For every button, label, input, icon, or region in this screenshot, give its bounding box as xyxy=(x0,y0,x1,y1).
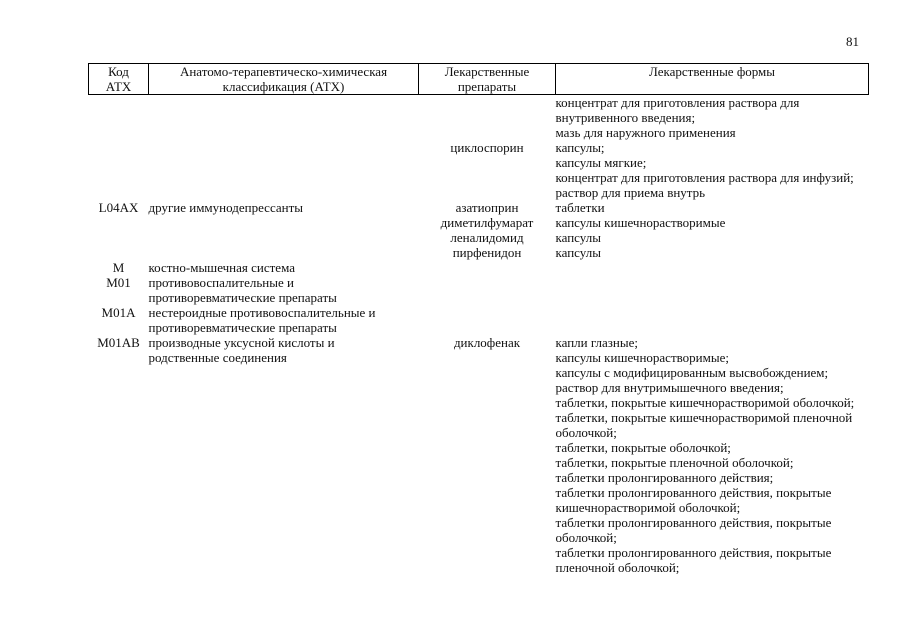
drug-name: диметилфумарат xyxy=(440,215,534,230)
dosage-form: таблетки пролонгированного действия, покрытые оболочкой; xyxy=(555,515,832,545)
dosage-forms xyxy=(556,245,869,260)
dosage-forms xyxy=(556,230,869,245)
drug-name xyxy=(419,95,556,141)
drug-name: леналидомид xyxy=(450,230,524,245)
dosage-form: таблетки, покрытые оболочкой; xyxy=(555,440,731,455)
drug-name xyxy=(419,275,556,305)
atc-code: M xyxy=(112,260,125,275)
dosage-forms xyxy=(556,260,869,275)
atc-code: L04AX xyxy=(98,200,139,215)
dosage-form: концентрат для приготовления раствора для внутривенного введения; xyxy=(555,95,800,125)
dosage-form: капсулы; xyxy=(555,140,605,155)
header-atc-classification: Анатомо-терапевтическо-химическая классификация (АТХ) xyxy=(149,64,419,95)
dosage-form: мазь для наружного применения xyxy=(555,125,736,140)
drug-name: пирфенидон xyxy=(452,245,522,260)
dosage-form: капсулы xyxy=(555,245,601,260)
table-header xyxy=(89,64,869,95)
atc-classification: костно-мышечная система xyxy=(148,260,295,275)
drug-name: азатиоприн xyxy=(455,200,519,215)
table-row xyxy=(89,260,869,275)
atc-code: M01A xyxy=(101,305,136,320)
table-body xyxy=(89,95,869,576)
dosage-form: капсулы xyxy=(555,230,601,245)
drug-name xyxy=(419,305,556,335)
atc-classification: производные уксусной кислоты и родственные соединения xyxy=(148,335,335,365)
table-row xyxy=(89,335,869,575)
drug-table xyxy=(88,63,869,575)
atc-classification xyxy=(149,95,419,201)
dosage-form: таблетки, покрытые кишечнорастворимой пленочной оболочкой; xyxy=(555,410,853,440)
dosage-form: капсулы с модифицированным высвобождением; xyxy=(555,365,829,380)
drug-name: диклофенак xyxy=(453,335,521,350)
dosage-forms xyxy=(556,140,869,200)
dosage-form: таблетки, покрытые пленочной оболочкой; xyxy=(555,455,794,470)
dosage-form: таблетки xyxy=(555,200,605,215)
dosage-forms xyxy=(556,335,869,575)
atc-classification: другие иммунодепрессанты xyxy=(148,200,304,215)
atc-classification: противовоспалительные и противоревматические препараты xyxy=(148,275,337,305)
atc-code: M01 xyxy=(106,275,131,290)
dosage-form: таблетки пролонгированного действия; xyxy=(555,470,774,485)
dosage-form: капсулы кишечнорастворимые xyxy=(555,215,726,230)
drug-name: циклоспорин xyxy=(450,140,524,155)
dosage-form: концентрат для приготовления раствора для инфузий; xyxy=(555,170,854,185)
atc-code xyxy=(89,95,149,201)
dosage-forms xyxy=(556,215,869,230)
dosage-form: капсулы кишечнорастворимые; xyxy=(555,350,729,365)
dosage-forms xyxy=(556,275,869,305)
header-dosage-forms: Лекарственные формы xyxy=(556,64,869,95)
header-atc-code: Код АТХ xyxy=(89,64,149,95)
dosage-form: таблетки пролонгированного действия, покрытые кишечнорастворимой оболочкой; xyxy=(555,485,832,515)
dosage-form: капсулы мягкие; xyxy=(555,155,647,170)
dosage-form: капли глазные; xyxy=(555,335,639,350)
drug-name xyxy=(419,260,556,275)
header-row xyxy=(89,64,869,95)
dosage-forms xyxy=(556,305,869,335)
table-row xyxy=(89,95,869,141)
table-row xyxy=(89,305,869,335)
dosage-form: таблетки пролонгированного действия, покрытые пленочной оболочкой; xyxy=(555,545,832,575)
atc-code: M01AB xyxy=(97,335,140,350)
header-drugs: Лекарственные препараты xyxy=(419,64,556,95)
table-row xyxy=(89,200,869,215)
dosage-form: раствор для приема внутрь xyxy=(555,185,706,200)
page-number: 81 xyxy=(846,34,859,49)
dosage-form: раствор для внутримышечного введения; xyxy=(555,380,784,395)
atc-classification: нестероидные противовоспалительные и противоревматические препараты xyxy=(148,305,376,335)
table-row xyxy=(89,275,869,305)
dosage-forms xyxy=(556,200,869,215)
dosage-form: таблетки, покрытые кишечнорастворимой оболочкой; xyxy=(555,395,855,410)
dosage-forms xyxy=(556,95,869,141)
